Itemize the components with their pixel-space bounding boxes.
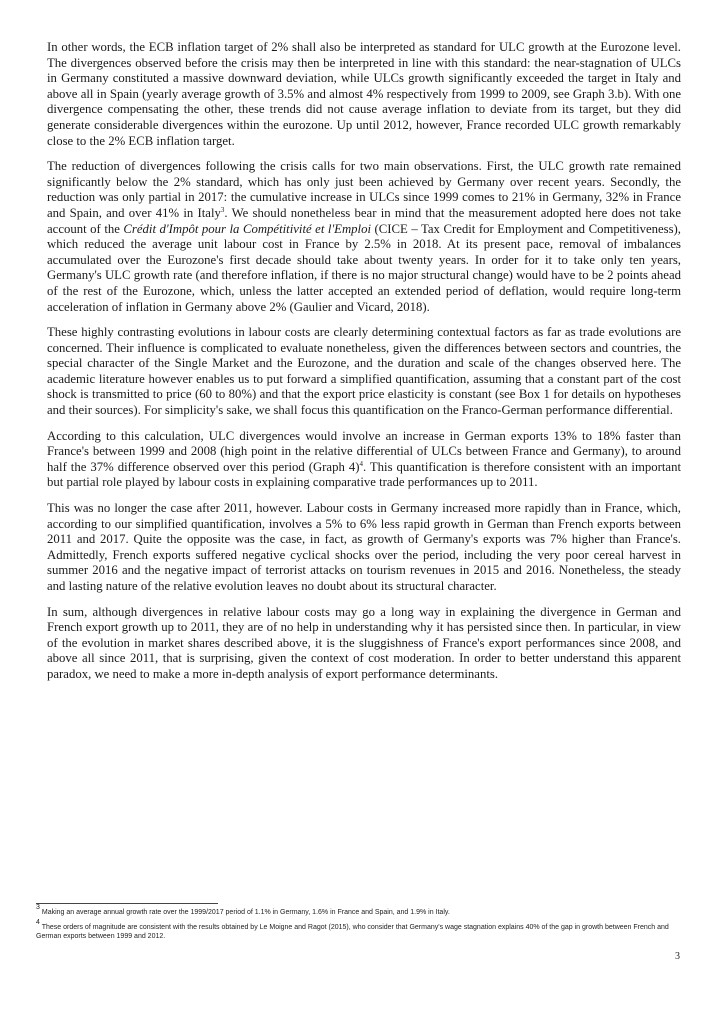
paragraph-2-text-c: (CICE – Tax Credit for Employment and Competitiveness), which reduced the average unit labour cost in France by 2.5% in 2018. At its present pace, removal of imbalances accumulated over the Eurozone's first decade should take about twenty years. In order for it to take only ten years, Germany's ULC growth rate (and therefore inflation, if there is no major structural change) would have to be 2 points ahead of the rest of the Eurozone, which, unless the latter accepted an extended period of deflation, would require long-term acceleration of inflation in Germany above 2% (Gaulier and Vicard, 2018). xyxy=(47,221,681,314)
footnote-3-text: Making an average annual growth rate over the 1999/2017 period of 1.1% in Germany, 1.6% in France and Spain, and 1.9% in Italy. xyxy=(41,909,450,916)
paragraph-4-text-b: . This quantification is therefore consistent with an important but partial role played by labour costs in explaining comparative trade performances up to 2011. xyxy=(47,459,681,490)
footnote-3 xyxy=(36,904,681,917)
paragraph-4 xyxy=(47,429,681,491)
footnote-ref-4[interactable]: 4 xyxy=(359,459,363,468)
paragraph-4-text-a: According to this calculation, ULC divergences would involve an increase in German exports 13% to 18% faster than France's between 1999 and 2008 (high point in the relative differential of ULCs between France and Germany), to around half the 37% difference observed over this period (Graph 4) xyxy=(47,428,681,474)
paragraph-1-text: In other words, the ECB inflation target of 2% shall also be interpreted as standard for ULC growth at the Eurozone level. The divergences observed before the crisis may then be interpreted in line with this standard: the near-stagnation of ULCs in Germany constituted a massive downward deviation, while ULCs growth significantly exceeded the target in Italy and above all in Spain (yearly average growth of 3.5% and almost 4% respectively from 1999 to 2009, see Graph 3.b). With one divergence compensating the other, these trends did not cause average inflation to deviate from its target, but they did generate considerable divergences within the eurozone. Up until 2012, however, France recorded ULC growth remarkably close to the 2% ECB inflation target. xyxy=(47,40,681,148)
cice-title: Crédit d'Impôt pour la Compétitivité et l'Emploi xyxy=(123,221,371,236)
footnotes xyxy=(36,904,681,947)
paragraph-6 xyxy=(47,605,681,683)
footnote-4-text: These orders of magnitude are consistent with the results obtained by Le Moigne and Ragot (2015), who consider that Germany's wage stagnation explains 40% of the gap in growth between French and German exports between 1999 and 2012. xyxy=(36,924,669,940)
footnote-4-marker: 4 xyxy=(36,919,40,926)
paragraph-5 xyxy=(47,501,681,595)
paragraph-2-text-b: . We should nonetheless bear in mind that the measurement adopted here does not take account of the xyxy=(47,205,681,236)
page-number: 3 xyxy=(675,951,680,962)
footnote-3-marker: 3 xyxy=(36,904,40,911)
paragraph-1 xyxy=(47,40,681,149)
footnote-ref-3[interactable]: 3 xyxy=(220,205,225,214)
footnote-4 xyxy=(36,919,681,941)
paragraph-3-text: These highly contrasting evolutions in labour costs are clearly determining contextual factors as far as trade evolutions are concerned. Their influence is complicated to evaluate nonetheless, given the differences between sectors and countries, the special character of the Single Market and the Eurozone, and the duration and scale of the changes observed here. The academic literature however enables us to put forward a simplified quantification, assuming that a constant part of the cost shock is transmitted to price (60 to 80%) and that the export price elasticity is constant (see Box 1 for details on hypotheses and their sources). For simplicity's sake, we shall focus this quantification on the Franco-German performance differential. xyxy=(47,325,681,418)
paragraph-6-text: In sum, although divergences in relative labour costs may go a long way in explaining the divergence in German and French export growth up to 2011, they are of no help in understanding why it has persisted since then. In particular, in view of the evolution in market shares described above, it is the sluggishness of France's export performances since 2008, and above all since 2011, that is surprising, given the context of cost moderation. In order to better understand this apparent paradox, we need to make a more in-depth analysis of export performance determinants. xyxy=(47,604,681,681)
footnote-divider xyxy=(36,903,218,904)
paragraph-2-text-a: The reduction of divergences following the crisis calls for two main observations. First, the ULC growth rate remained significantly below the 2% standard, which has only just been achieved by Germany over recent years. Secondly, the reduction was only partial in 2017: the cumulative increase in ULCs since 1999 comes to 21% in Germany, 32% in France and Spain, and over 41% in Italy xyxy=(47,159,681,220)
paragraph-2 xyxy=(47,159,681,315)
paragraph-3 xyxy=(47,325,681,419)
body-text xyxy=(47,40,681,693)
paragraph-5-text: This was no longer the case after 2011, however. Labour costs in Germany increased more rapidly than in France, which, according to our simplified quantification, involves a 5% to 6% less rapid growth in German than French exports between 2011 and 2017. Quite the opposite was the case, in fact, as growth of Germany's exports was 7% higher than France's. Admittedly, French exports suffered negative cyclical shocks over the period, including the very poor cereal harvest in summer 2016 and the negative impact of terrorist attacks on tourism revenues in 2015 and 2016. Nonetheless, the steady and lasting nature of the relative evolution leaves no doubt about its structural character. xyxy=(47,501,681,593)
